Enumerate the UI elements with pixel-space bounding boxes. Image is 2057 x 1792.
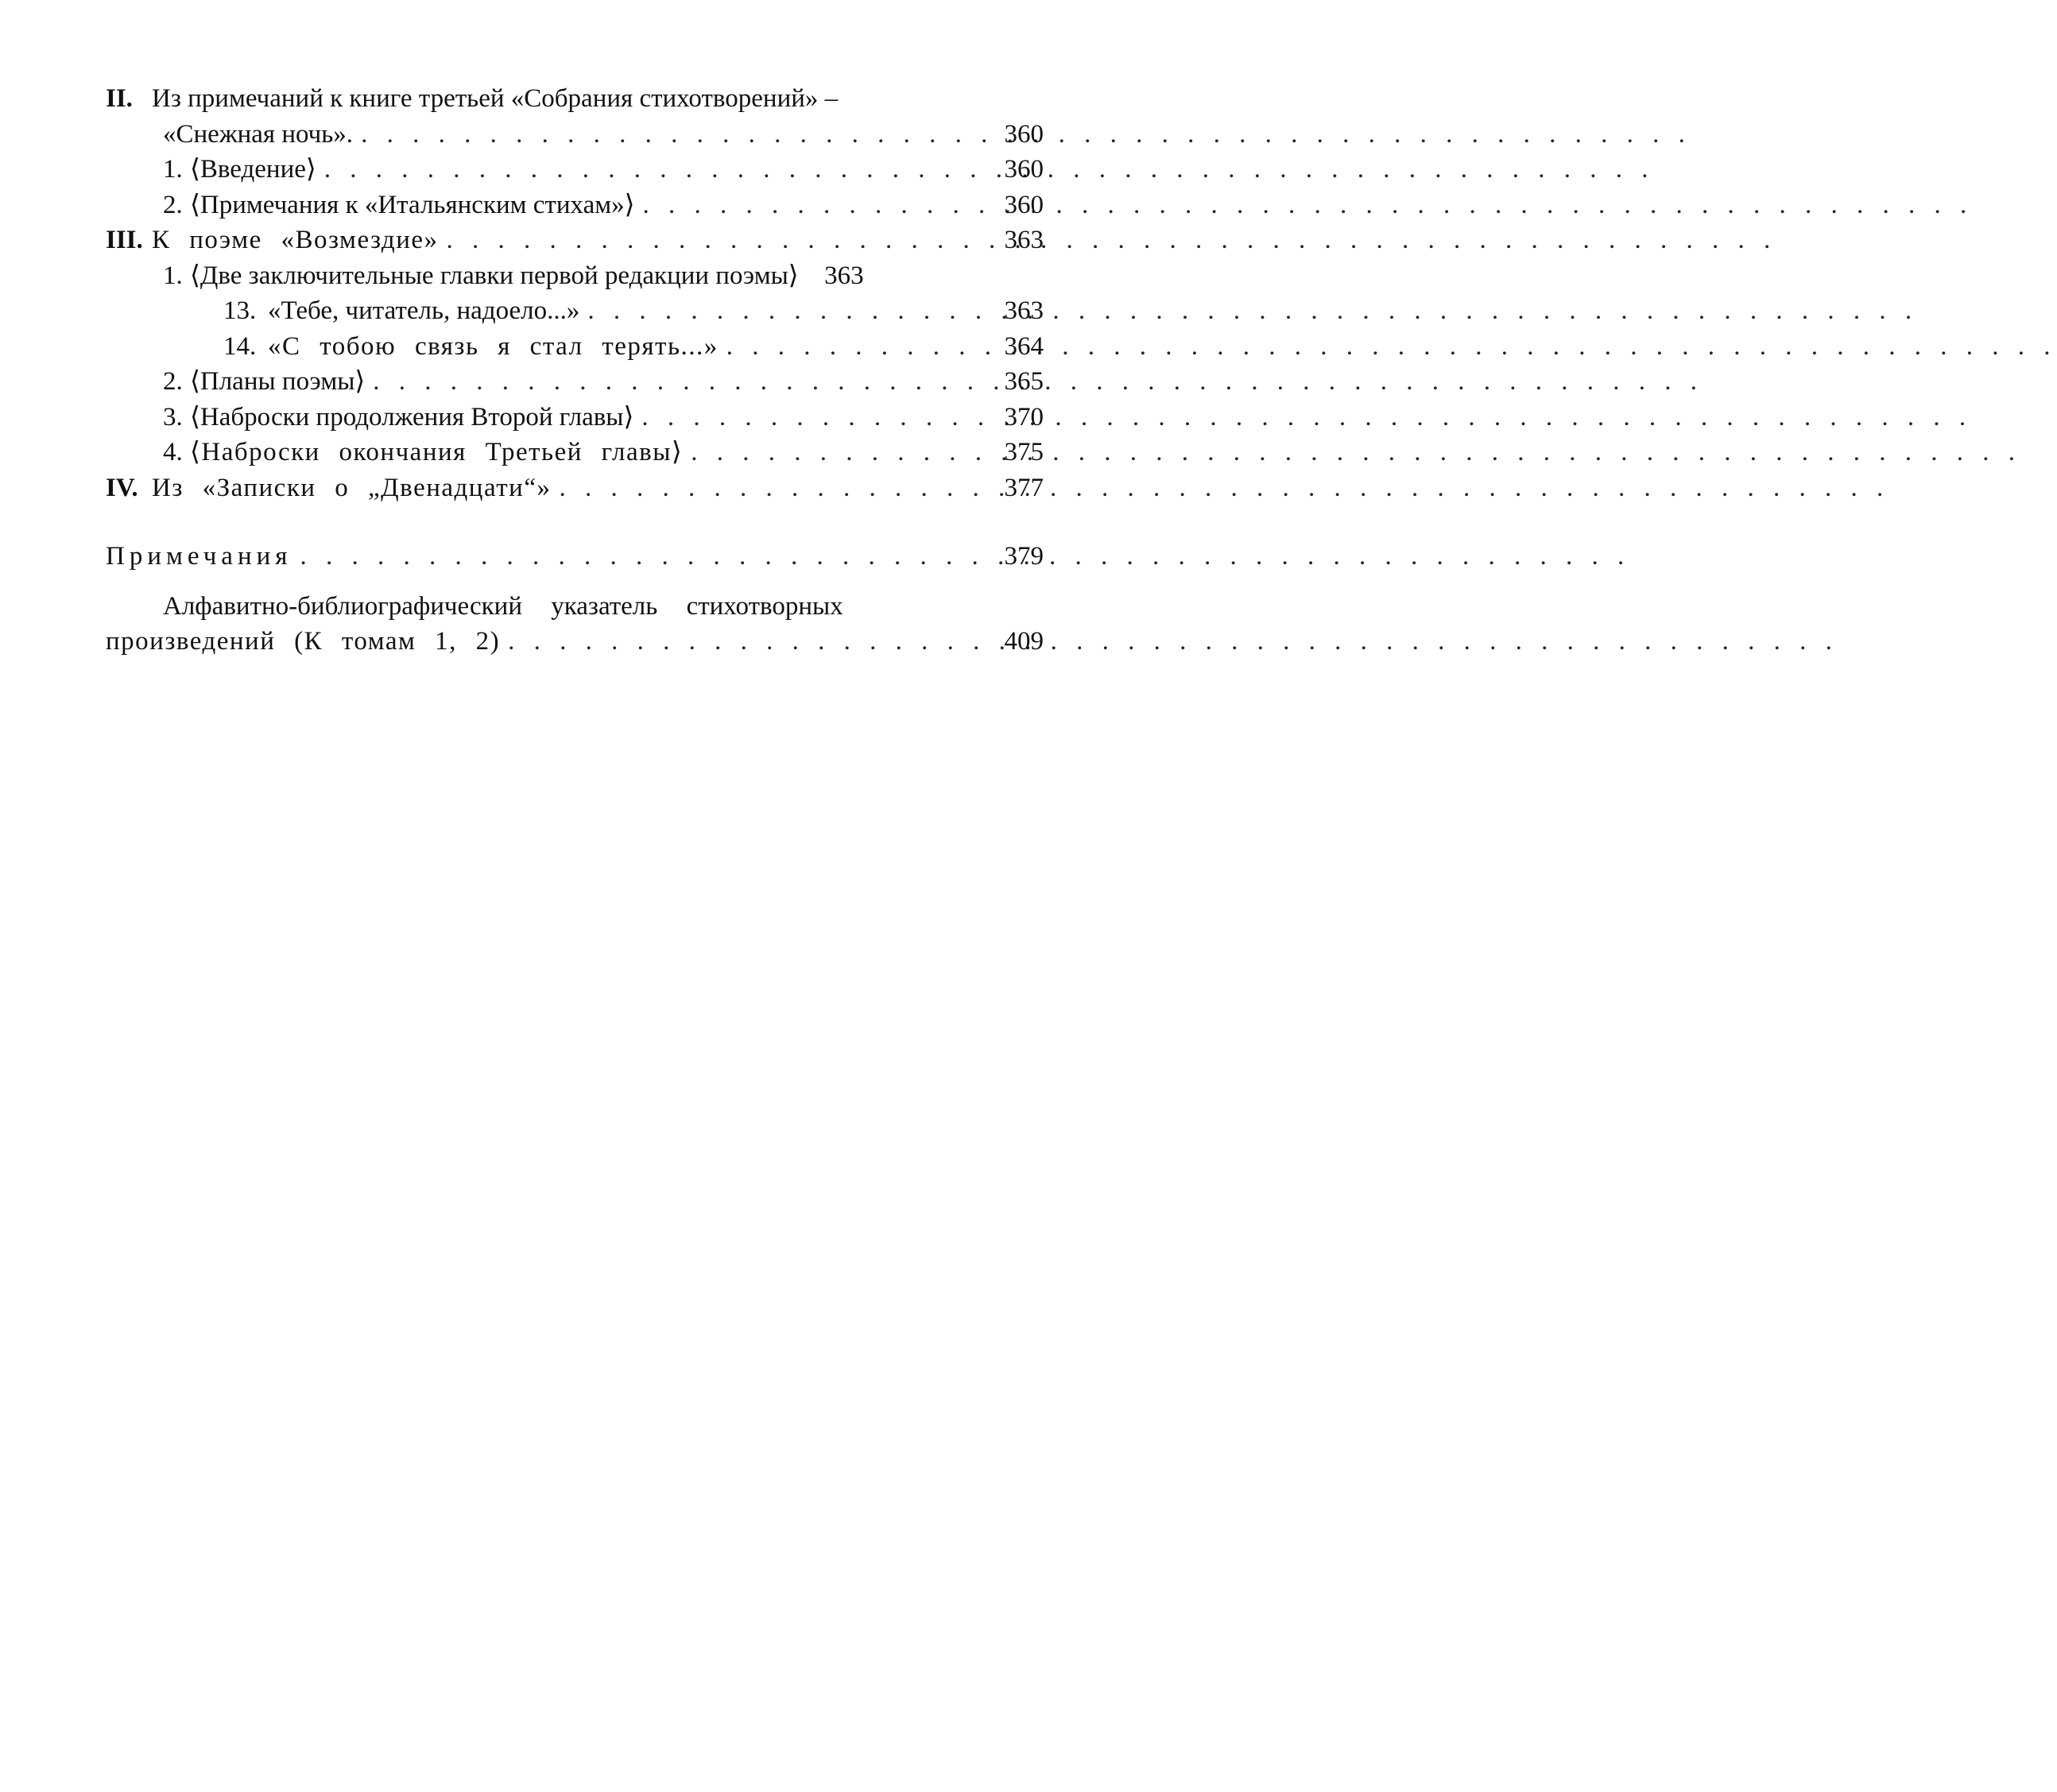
toc-entry-number: 4. xyxy=(163,438,183,466)
section-spacer xyxy=(106,505,1044,539)
dot-leader xyxy=(439,223,978,258)
dot-leader xyxy=(500,624,978,660)
section-spacer xyxy=(106,575,1044,589)
toc-entry-number: II. xyxy=(106,84,133,113)
toc-entry-page: 370 xyxy=(1004,402,1044,432)
dot-leader xyxy=(353,117,978,153)
toc-entry-page: 364 xyxy=(1004,331,1044,361)
dot-leader xyxy=(292,539,978,575)
dot-leader xyxy=(579,293,978,329)
toc-entry xyxy=(106,188,1044,223)
toc-entry xyxy=(106,435,1044,470)
toc-entry-page: 363 xyxy=(824,261,864,290)
dot-leader xyxy=(365,364,978,400)
toc-entry xyxy=(106,400,1044,435)
toc-entry-title: «Тебе, читатель, надоело...» xyxy=(268,296,580,325)
toc-entry-page: 409 xyxy=(1004,627,1044,656)
toc-entry xyxy=(106,152,1044,188)
toc-entry-title: Из примечаний к книге третьей «Собрания стихотворений» – xyxy=(152,84,839,113)
table-of-contents xyxy=(106,81,1044,660)
toc-entry-page: 375 xyxy=(1004,438,1044,466)
toc-entry-number: 13. xyxy=(223,296,257,325)
dot-leader xyxy=(683,435,978,470)
toc-entry-notes xyxy=(106,539,1044,575)
toc-entry-title: произведений (К томам 1, 2) xyxy=(106,627,501,656)
toc-entry-page: 360 xyxy=(1004,119,1044,149)
toc-entry-section-iii xyxy=(106,223,1044,258)
toc-entry-number: 1. xyxy=(163,261,183,290)
toc-entry-title: «Снежная ночь». xyxy=(163,119,354,149)
toc-entry-number: 2. xyxy=(163,367,183,396)
dot-leader xyxy=(719,329,978,365)
toc-entry-number: 14. xyxy=(223,331,257,361)
toc-entry-title: ⟨Наброски продолжения Второй главы⟩ xyxy=(190,402,634,432)
dot-leader xyxy=(316,152,978,188)
toc-entry xyxy=(106,364,1044,400)
toc-entry-number: 3. xyxy=(163,402,183,432)
toc-entry-number: 1. xyxy=(163,155,183,184)
toc-entry-page: 363 xyxy=(1004,226,1044,254)
toc-entry-title: Из «Записки о „Двенадцати“» xyxy=(152,473,552,502)
toc-entry-page: 360 xyxy=(1004,190,1044,219)
toc-entry-page: 377 xyxy=(1004,473,1044,502)
toc-entry-title: ⟨Примечания к «Итальянским стихам»⟩ xyxy=(190,190,635,219)
toc-entry-title: Примечания xyxy=(106,542,292,571)
toc-entry-number: IV. xyxy=(106,473,138,502)
toc-entry-title: ⟨Две заключительные главки первой редакции поэмы⟩ xyxy=(190,261,799,290)
dot-leader xyxy=(634,188,978,223)
toc-entry-title: ⟨Введение⟩ xyxy=(190,155,316,184)
toc-entry-section-ii xyxy=(106,81,1044,117)
toc-entry-page: 363 xyxy=(1004,296,1044,325)
toc-entry xyxy=(106,329,1044,365)
toc-entry-page: 365 xyxy=(1004,367,1044,396)
toc-entry-number: III. xyxy=(106,226,143,254)
toc-entry-number: 2. xyxy=(163,190,183,219)
toc-entry xyxy=(106,293,1044,329)
toc-entry-index xyxy=(106,624,1044,660)
toc-entry-title: К поэме «Возмездие» xyxy=(152,226,439,254)
toc-entry-title: ⟨Наброски окончания Третьей главы⟩ xyxy=(190,438,684,466)
toc-entry-page: 379 xyxy=(1004,542,1044,571)
toc-entry-section-ii-continued xyxy=(106,117,1044,153)
toc-entry-page: 360 xyxy=(1004,155,1044,184)
toc-entry xyxy=(106,258,1044,294)
toc-entry-section-iv xyxy=(106,470,1044,506)
toc-entry-title: ⟨Планы поэмы⟩ xyxy=(190,367,366,396)
dot-leader xyxy=(633,400,978,435)
toc-entry-index-line1: Алфавитно-библиографический указатель стихотворных xyxy=(163,591,843,621)
toc-entry-title: «С тобою связь я стал терять...» xyxy=(268,331,719,361)
dot-leader xyxy=(552,470,979,506)
